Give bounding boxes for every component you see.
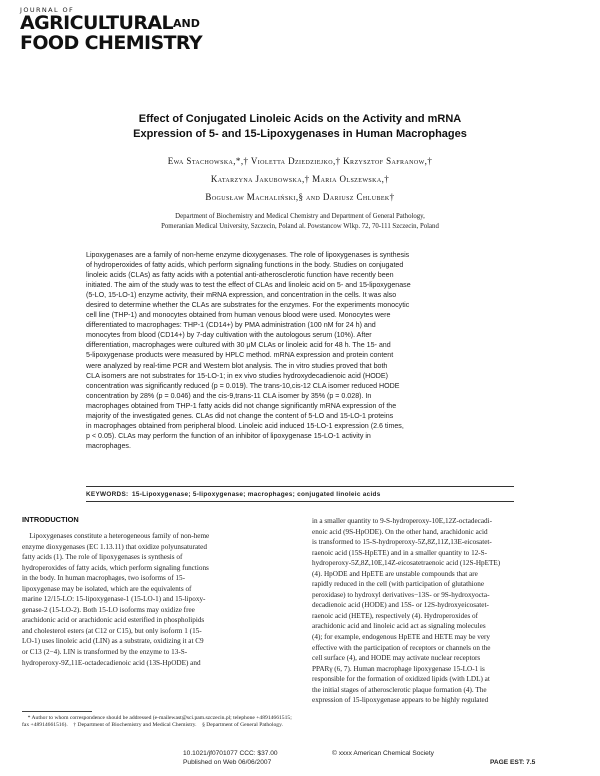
abstract-line: cell line (THP-1) and monocytes obtained from human venous blood were used. Monocytes were [86, 311, 391, 320]
intro-right-line: peroxidase) to hydroxyl derivatives−13S- or 9S-hydroxyocta- [312, 590, 490, 599]
keywords-bottom-rule [86, 501, 514, 502]
intro-left-line: hydroperoxides of fatty acids, which perform signaling functions [22, 563, 209, 572]
abstract-line: p < 0.05). CLAs may perform the function of an inhibitor of lipoxygenase 15-LO-1 activity in [86, 431, 371, 440]
journal-line-1: JOURNAL OF [20, 6, 75, 14]
authors-line-2: Katarzyna Jakubowska,† Maria Olszewska,† [210, 174, 390, 184]
abstract-line: macrophages. [86, 441, 131, 450]
intro-right-line: (4). HpODE and HpETE are unstable compounds that are [312, 569, 478, 578]
abstract [86, 250, 514, 451]
intro-right-column [312, 516, 584, 706]
authors-line-3: Bogusław Machaliński,§ and Dariusz Chlubek† [205, 192, 395, 202]
keywords-label: KEYWORDS: [86, 491, 129, 498]
intro-left-line: enzyme dioxygenases (EC 1.13.11) that oxidize polyunsaturated [22, 542, 207, 551]
published-line: Published on Web 06/06/2007 [183, 759, 272, 766]
abstract-line: macrophages obtained from THP-1 fatty acids did not change significantly mRNA expression of the [86, 401, 397, 410]
journal-line-3: FOOD CHEMISTRY [20, 32, 203, 54]
footnote-line: † Department of Biochemistry and Medical Chemistry. [67, 722, 197, 728]
abstract-line: were analyzed by real-time PCR and Western blot analysis. The in vitro studies proved that both [86, 361, 388, 370]
intro-left-line: arachidonic acid or arachidonic acid esterified in phospholipids [22, 616, 205, 625]
intro-right-line: enoic acid (9S-HpODE). On the other hand, arachidonic acid [312, 527, 488, 536]
intro-right-line: (4); for example, endogenous HpETE and HETE may be very [312, 633, 491, 642]
keywords-top-rule [86, 486, 514, 487]
abstract-line: Lipoxygenases are a family of non-heme enzyme dioxygenases. The role of lipoxygenases is synthesis [86, 251, 410, 259]
intro-right-line: is transformed to 15-S-hydroperoxy-5Z,8Z,11Z,13E-eicosatet- [312, 538, 492, 547]
intro-left-line: LO-1) uses linoleic acid (LIN) as a substrate, oxidizing it at C9 [22, 637, 204, 646]
footnote-line: § Department of General Pathology. [196, 722, 283, 728]
section-heading-introduction: INTRODUCTION [22, 515, 79, 524]
intro-right-line: effective with the participation of receptors or channels on the [312, 643, 491, 652]
copyright-line: © xxxx American Chemical Society [332, 750, 434, 757]
abstract-line: concentration by 28% (p = 0.046) and the cis-9,trans-11 CLA isomer by 35% (p = 0.028). In [86, 391, 372, 400]
intro-right-line: hydroperoxy-5Z,8Z,10E,14Z-eicosatetraenoic acid (12S-HpETE) [312, 559, 501, 568]
intro-right-line: in a smaller quantity to 9-S-hydroperoxy-10E,12Z-octadecadi- [312, 517, 493, 525]
journal-masthead [20, 6, 202, 53]
intro-right-line: PPARγ (6, 7). Human macrophage lipoxygenase 15-LO-1 is [312, 664, 485, 673]
abstract-line: CLA isomers are not substrates for 15-LO-1; in ex vivo studies hydroxydecadienoic acid (HODE) [86, 371, 389, 380]
abstract-line: initiated. The aim of the study was to test the effect of CLAs and linoleic acid on 5- and 15-lipoxygenase [86, 281, 411, 290]
intro-left-line: marine 12/15-LO: 15-lipoxygenase-1 (15-LO-1) and 15-lipoxy- [22, 595, 206, 604]
intro-right-line: responsible for the formation of oxidized lipids (with LDL) at [312, 675, 490, 684]
abstract-line: in macrophages obtained from peripheral blood. Linoleic acid induced 15-LO-1 expression (2.6 times, [86, 421, 404, 430]
abstract-line: monocytes from blood (CD14+) by 7-day cultivation with the autologous serum (10%). After [86, 331, 372, 340]
affiliation-line-1: Department of Biochemistry and Medical Chemistry and Department of General Pathology, [175, 213, 425, 220]
intro-right-line: arachidonic acid and linoleic acid act as signaling molecules [312, 622, 486, 631]
keywords-text: 15-Lipoxygenase; 5-lipoxygenase; macrophages; conjugated linoleic acids [132, 491, 381, 498]
intro-left-line: fatty acids (1). The role of lipoxygenases is synthesis of [22, 553, 183, 562]
abstract-line: (5-LO, 15-LO-1) enzyme activity, their mRNA expression, and concentration in the cells. It was also [86, 291, 397, 300]
footnote-line: ewast@sci.pam.szczecin.pl; telephone +48914661515; fax +48914661516). [22, 715, 292, 728]
affiliation [40, 212, 560, 232]
intro-left-line: and cholesterol esters (at C12 or C15), but only isoform 1 (15- [22, 626, 202, 635]
abstract-line: linoleic acids (CLAs) as fatty acids with a potential anti-atherosclerotic function have recently been [86, 271, 394, 280]
journal-line-2-main: AGRICULTURAL [20, 12, 173, 34]
article-title [40, 112, 560, 142]
intro-left-line: lipoxygenase may be isolated, which are the equivalents of [22, 584, 192, 593]
page-estimate: PAGE EST: 7.5 [490, 759, 536, 766]
abstract-line: differentiation, macrophages were cultured with 30 μM CLAs or linoleic acid for 48 h. The 15- and [86, 341, 391, 350]
affiliation-line-2: Pomeranian Medical University, Szczecin, Poland al. Powstancow Wlkp. 72, 70-111 Szczecin, Poland [161, 223, 439, 230]
authors-line-1: Ewa Stachowska,*,† Violetta Dziedziejko,† Krzysztof Safranow,† [167, 156, 433, 166]
abstract-line: differentiated to macrophages: THP-1 (CD14+) by PMA administration (100 nM for 24 h) and [86, 321, 376, 330]
intro-right-line: raenoic acid (HETE), respectively (4). Hydroperoxides of [312, 611, 479, 620]
intro-left-line: or C13 (2−4). LIN is transformed by the enzyme to 13-S- [22, 648, 188, 657]
doi-line: 10.1021/jf0701077 CCC: $37.00 [183, 750, 278, 757]
intro-left-line: Lipoxygenases constitute a heterogeneous family of non-heme [22, 532, 210, 540]
keywords [86, 491, 514, 498]
footnote-rule [22, 711, 92, 712]
intro-right-line: cell surface (4), and HODE may activate nuclear receptors [312, 654, 481, 663]
intro-left-line: in the body. In human macrophages, two isoforms of 15- [22, 574, 186, 583]
title-line-2: Expression of 5- and 15-Lipoxygenases in Human Macrophages [133, 128, 467, 140]
intro-right-line: rapidly reduced in the cell (with participation of glutathione [312, 580, 485, 589]
intro-right-line: the initial stages of atherosclerotic plaque formation (4). The [312, 685, 487, 694]
footnotes [22, 715, 294, 729]
intro-left-line: genase-2 (15-LO-2). Both 15-LO isoforms may oxidize free [22, 605, 195, 614]
intro-right-line: raenoic acid (15S-HpETE) and in a smaller quantity to 12-S- [312, 548, 488, 557]
title-line-1: Effect of Conjugated Linoleic Acids on the Activity and mRNA [138, 113, 462, 125]
author-list [40, 152, 560, 206]
abstract-line: of hydroperoxides of fatty acids, which perform signaling functions in the body. Studies on conjugated [86, 261, 404, 270]
abstract-line: majority of the investigated genes. CLAs did not change the content of 5-LO and 15-LO-1 proteins [86, 411, 394, 420]
journal-line-2-and: AND [172, 17, 200, 30]
intro-right-line: decadienoic acid (HODE) and 15S- or 12S-hydroxyeicosatet- [312, 601, 489, 610]
intro-left-line: hydroperoxy-9Z,11E-octadecadienoic acid (13S-HpODE) and [22, 658, 201, 667]
intro-right-line: expression of 15-lipoxygenase appears to be highly regulated [312, 696, 489, 705]
intro-left-column [22, 531, 294, 668]
journal-line-2 [20, 14, 202, 33]
abstract-line: concentration was significantly reduced (p = 0.019). The trans-10,cis-12 CLA isomer reduced HODE [86, 381, 400, 390]
abstract-line: 5-lipoxygenase products were measured by HPLC method. mRNA expression and protein content [86, 351, 394, 360]
footnote-line: * Author to whom correspondence should be addressed (e-mail [22, 715, 169, 721]
abstract-line: desired to determine whether the CLAs are substrates for the enzymes. For the experiments monocytic [86, 301, 410, 310]
